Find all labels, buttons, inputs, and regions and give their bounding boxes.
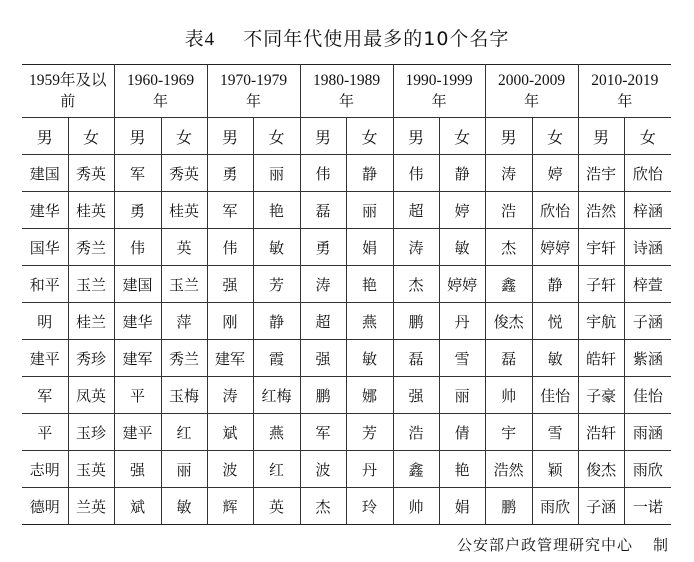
sex-header-male: 男 [207,118,253,155]
female-name-cell: 凤英 [68,377,114,414]
male-name-cell: 平 [114,377,161,414]
sex-header-male: 男 [485,118,532,155]
female-name-cell: 英 [253,488,300,525]
sex-header-row [22,118,671,155]
female-name-cell: 静 [532,266,578,303]
male-name-cell: 浩然 [485,451,532,488]
table-row [22,303,671,340]
male-name-cell: 强 [393,377,439,414]
female-name-cell: 丹 [439,303,485,340]
female-name-cell: 秀英 [161,155,207,192]
sex-header-female: 女 [68,118,114,155]
male-name-cell: 伟 [393,155,439,192]
male-name-cell: 浩然 [578,192,624,229]
male-name-cell: 国华 [22,229,68,266]
male-name-cell: 涛 [393,229,439,266]
male-name-cell: 斌 [207,414,253,451]
sex-header-female: 女 [439,118,485,155]
female-name-cell: 霞 [253,340,300,377]
sex-header-male: 男 [114,118,161,155]
table-row [22,266,671,303]
male-name-cell: 鹏 [300,377,346,414]
male-name-cell: 超 [300,303,346,340]
female-name-cell: 艳 [439,451,485,488]
era-header: 1990-1999 年 [393,65,485,118]
table-row [22,155,671,192]
names-table-body [22,155,671,525]
table-row [22,340,671,377]
male-name-cell: 子豪 [578,377,624,414]
male-name-cell: 强 [207,266,253,303]
male-name-cell: 建军 [114,340,161,377]
female-name-cell: 静 [253,303,300,340]
male-name-cell: 军 [114,155,161,192]
male-name-cell: 磊 [485,340,532,377]
era-header: 1960-1969 年 [114,65,207,118]
male-name-cell: 帅 [393,488,439,525]
female-name-cell: 燕 [346,303,393,340]
female-name-cell: 佳怡 [624,377,671,414]
male-name-cell: 皓轩 [578,340,624,377]
male-name-cell: 军 [22,377,68,414]
female-name-cell: 玉梅 [161,377,207,414]
male-name-cell: 宇航 [578,303,624,340]
female-name-cell: 雨欣 [532,488,578,525]
female-name-cell: 雨欣 [624,451,671,488]
table-row [22,414,671,451]
male-name-cell: 杰 [300,488,346,525]
table-number: 表4 [184,29,216,50]
male-name-cell: 宇 [485,414,532,451]
table-row [22,377,671,414]
male-name-cell: 建平 [22,340,68,377]
male-name-cell: 平 [22,414,68,451]
female-name-cell: 秀英 [68,155,114,192]
female-name-cell: 敏 [253,229,300,266]
table-row [22,192,671,229]
sex-header-male: 男 [22,118,68,155]
male-name-cell: 伟 [300,155,346,192]
female-name-cell: 丽 [346,192,393,229]
female-name-cell: 玲 [346,488,393,525]
female-name-cell: 玉兰 [68,266,114,303]
female-name-cell: 芳 [253,266,300,303]
male-name-cell: 建华 [22,192,68,229]
male-name-cell: 杰 [393,266,439,303]
names-table [22,64,671,525]
table-row [22,451,671,488]
female-name-cell: 悦 [532,303,578,340]
male-name-cell: 建平 [114,414,161,451]
female-name-cell: 红 [253,451,300,488]
male-name-cell: 建国 [22,155,68,192]
sex-header-male: 男 [578,118,624,155]
male-name-cell: 超 [393,192,439,229]
male-name-cell: 俊杰 [485,303,532,340]
female-name-cell: 颖 [532,451,578,488]
male-name-cell: 子涵 [578,488,624,525]
male-name-cell: 伟 [207,229,253,266]
female-name-cell: 静 [346,155,393,192]
male-name-cell: 鑫 [393,451,439,488]
female-name-cell: 红 [161,414,207,451]
female-name-cell: 娟 [439,488,485,525]
source-organization: 公安部户政管理研究中心 [456,536,633,554]
male-name-cell: 杰 [485,229,532,266]
era-header: 2000-2009 年 [485,65,578,118]
female-name-cell: 雪 [439,340,485,377]
male-name-cell: 涛 [485,155,532,192]
male-name-cell: 帅 [485,377,532,414]
male-name-cell: 俊杰 [578,451,624,488]
female-name-cell: 萍 [161,303,207,340]
male-name-cell: 浩宇 [578,155,624,192]
sex-header-female: 女 [161,118,207,155]
female-name-cell: 子涵 [624,303,671,340]
female-name-cell: 敏 [346,340,393,377]
male-name-cell: 鹏 [393,303,439,340]
female-name-cell: 芳 [346,414,393,451]
female-name-cell: 静 [439,155,485,192]
female-name-cell: 佳怡 [532,377,578,414]
sex-header-male: 男 [300,118,346,155]
table-title [0,24,694,51]
male-name-cell: 志明 [22,451,68,488]
table-caption: 不同年代使用最多的10个名字 [243,28,510,50]
table-row [22,488,671,525]
male-name-cell: 磊 [393,340,439,377]
female-name-cell: 梓萱 [624,266,671,303]
female-name-cell: 红梅 [253,377,300,414]
female-name-cell: 丽 [253,155,300,192]
female-name-cell: 婷婷 [532,229,578,266]
female-name-cell: 丽 [439,377,485,414]
male-name-cell: 磊 [300,192,346,229]
female-name-cell: 欣怡 [624,155,671,192]
female-name-cell: 丹 [346,451,393,488]
female-name-cell: 雨涵 [624,414,671,451]
female-name-cell: 婷 [439,192,485,229]
female-name-cell: 桂兰 [68,303,114,340]
female-name-cell: 一诺 [624,488,671,525]
male-name-cell: 勇 [114,192,161,229]
era-header-row [22,65,671,118]
source-credit [457,534,669,555]
era-header: 1970-1979 年 [207,65,300,118]
male-name-cell: 建华 [114,303,161,340]
sex-header-female: 女 [624,118,671,155]
female-name-cell: 桂英 [68,192,114,229]
male-name-cell: 建国 [114,266,161,303]
female-name-cell: 诗涵 [624,229,671,266]
female-name-cell: 玉兰 [161,266,207,303]
male-name-cell: 辉 [207,488,253,525]
female-name-cell: 秀兰 [161,340,207,377]
female-name-cell: 敏 [532,340,578,377]
male-name-cell: 宇轩 [578,229,624,266]
sex-header-female: 女 [253,118,300,155]
era-header: 1980-1989 年 [300,65,393,118]
female-name-cell: 婷 [532,155,578,192]
female-name-cell: 秀兰 [68,229,114,266]
female-name-cell: 雪 [532,414,578,451]
male-name-cell: 强 [300,340,346,377]
female-name-cell: 艳 [253,192,300,229]
male-name-cell: 伟 [114,229,161,266]
male-name-cell: 和平 [22,266,68,303]
female-name-cell: 紫涵 [624,340,671,377]
female-name-cell: 婷婷 [439,266,485,303]
female-name-cell: 桂英 [161,192,207,229]
male-name-cell: 强 [114,451,161,488]
female-name-cell: 敏 [161,488,207,525]
female-name-cell: 玉英 [68,451,114,488]
female-name-cell: 倩 [439,414,485,451]
female-name-cell: 娜 [346,377,393,414]
male-name-cell: 斌 [114,488,161,525]
female-name-cell: 英 [161,229,207,266]
table-row [22,229,671,266]
sex-header-female: 女 [532,118,578,155]
male-name-cell: 军 [207,192,253,229]
male-name-cell: 勇 [300,229,346,266]
male-name-cell: 浩 [485,192,532,229]
female-name-cell: 兰英 [68,488,114,525]
male-name-cell: 浩轩 [578,414,624,451]
female-name-cell: 玉珍 [68,414,114,451]
male-name-cell: 涛 [300,266,346,303]
source-suffix: 制 [652,536,669,554]
male-name-cell: 子轩 [578,266,624,303]
female-name-cell: 秀珍 [68,340,114,377]
male-name-cell: 德明 [22,488,68,525]
male-name-cell: 鑫 [485,266,532,303]
male-name-cell: 涛 [207,377,253,414]
female-name-cell: 梓涵 [624,192,671,229]
male-name-cell: 明 [22,303,68,340]
male-name-cell: 波 [207,451,253,488]
male-name-cell: 波 [300,451,346,488]
era-header: 2010-2019 年 [578,65,671,118]
female-name-cell: 燕 [253,414,300,451]
female-name-cell: 敏 [439,229,485,266]
male-name-cell: 军 [300,414,346,451]
female-name-cell: 娟 [346,229,393,266]
female-name-cell: 欣怡 [532,192,578,229]
male-name-cell: 鹏 [485,488,532,525]
sex-header-female: 女 [346,118,393,155]
female-name-cell: 艳 [346,266,393,303]
sex-header-male: 男 [393,118,439,155]
male-name-cell: 建军 [207,340,253,377]
male-name-cell: 勇 [207,155,253,192]
era-header: 1959年及以 前 [22,65,114,118]
male-name-cell: 刚 [207,303,253,340]
female-name-cell: 丽 [161,451,207,488]
male-name-cell: 浩 [393,414,439,451]
